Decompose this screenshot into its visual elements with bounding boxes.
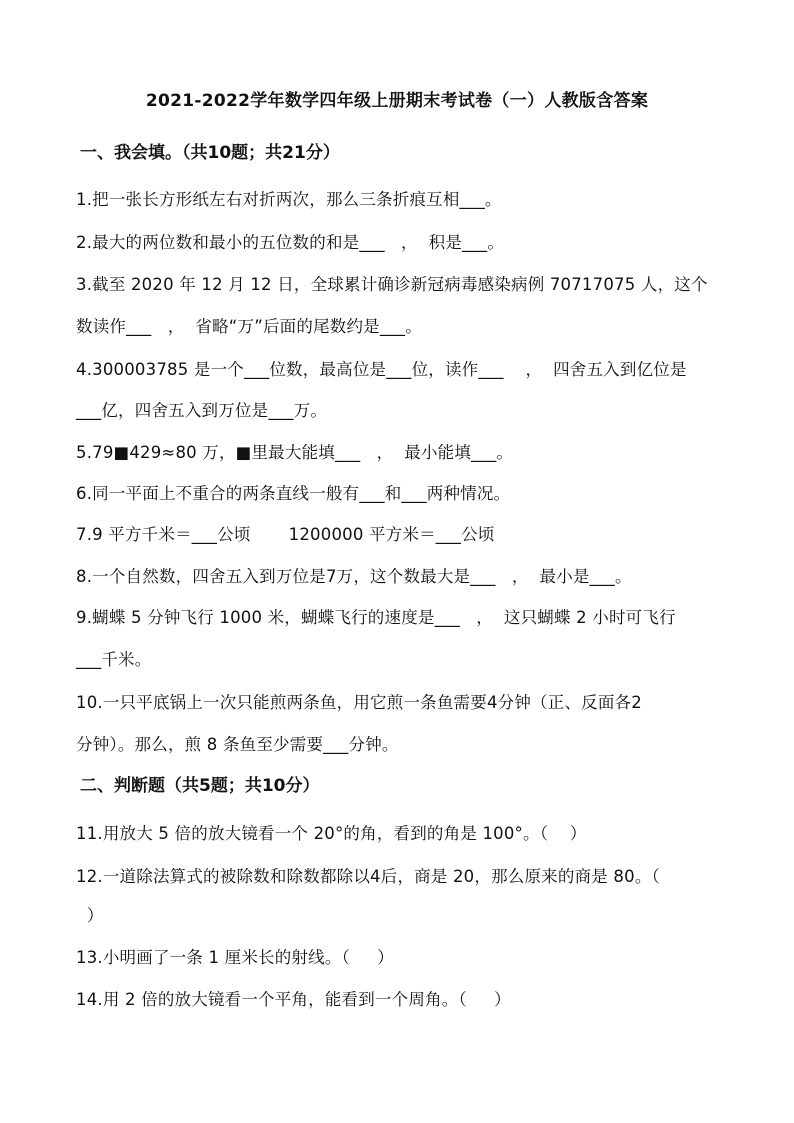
question-13: 13.小明画了一条 1 厘米长的射线。（ ） xyxy=(76,948,394,967)
question-6: 6.同一平面上不重合的两条直线一般有___和___两种情况。 xyxy=(76,484,511,503)
question-3-line-1: 3.截至 2020 年 12 月 12 日，全球累计确诊新冠病毒感染病例 70717075 人，这个 xyxy=(76,275,708,294)
question-5: 5.79■429≈80 万，■里最大能填___ ， 最小能填___。 xyxy=(76,443,514,462)
question-4-line-2: ___亿，四舍五入到万位是___万。 xyxy=(76,401,328,420)
question-12-line-1: 12.一道除法算式的被除数和除数都除以4后，商是 20，那么原来的商是 80。（ xyxy=(76,867,660,886)
question-8: 8.一个自然数，四舍五入到万位是7万，这个数最大是___ ， 最小是___。 xyxy=(76,567,632,586)
section-heading-fill: 一、我会填。（共10题；共21分） xyxy=(80,143,340,163)
question-12-line-2: ） xyxy=(76,906,104,925)
question-9-line-1: 9.蝴蝶 5 分钟飞行 1000 米，蝴蝶飞行的速度是___ ， 这只蝴蝶 2 小时可飞行 xyxy=(76,608,676,627)
question-4-line-1: 4.300003785 是一个___位数，最高位是___位，读作___ ， 四舍五入到亿位是 xyxy=(76,360,687,379)
section-heading-judge: 二、判断题（共5题；共10分） xyxy=(80,776,320,796)
question-10-line-1: 10.一只平底锅上一次只能煎两条鱼，用它煎一条鱼需要4分钟（正、反面各2 xyxy=(76,693,642,712)
page-title: 2021-2022学年数学四年级上册期末考试卷（一）人教版含答案 xyxy=(145,91,649,111)
question-11: 11.用放大 5 倍的放大镜看一个 20°的角，看到的角是 100°。（ ） xyxy=(76,824,587,843)
question-10-line-2: 分钟）。那么，煎 8 条鱼至少需要___分钟。 xyxy=(76,735,399,754)
question-9-line-2: ___千米。 xyxy=(76,650,152,669)
question-1: 1.把一张长方形纸左右对折两次，那么三条折痕互相___。 xyxy=(76,190,502,209)
question-14: 14.用 2 倍的放大镜看一个平角，能看到一个周角。（ ） xyxy=(76,990,511,1009)
question-2: 2.最大的两位数和最小的五位数的和是___ ， 积是___。 xyxy=(76,233,505,252)
question-3-line-2: 数读作___ ， 省略“万”后面的尾数约是___。 xyxy=(76,317,422,336)
question-7: 7.9 平方千米＝___公顷 1200000 平方米＝___公顷 xyxy=(76,525,495,544)
